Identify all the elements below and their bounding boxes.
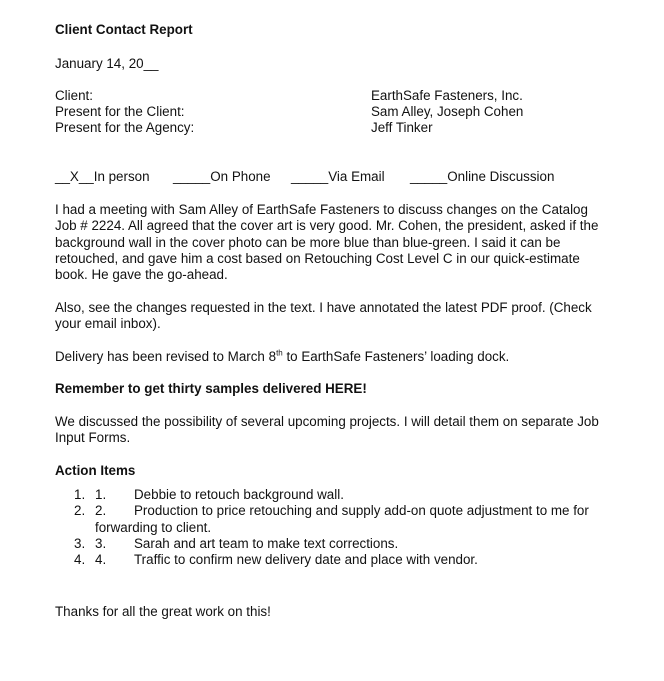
list-item-content: Production to price retouching and supply add-on quote adjustment to me for forwarding to client.	[95, 503, 589, 535]
list-item-subnumber: 1.	[95, 487, 107, 502]
list-item-subnumber: 3.	[95, 535, 107, 551]
list-item-content: Sarah and art team to make text corrections.	[134, 535, 399, 551]
list-item-text	[95, 503, 611, 536]
contact-method-online: _____Online Discussion	[410, 169, 555, 184]
action-items-list	[55, 487, 611, 568]
contact-method-phone: _____On Phone	[173, 169, 271, 184]
list-item-text	[95, 536, 611, 552]
list-item-number: 3.	[74, 535, 86, 551]
present-client-label: Present for the Client:	[55, 104, 185, 119]
present-agency-value: Jeff Tinker	[371, 120, 433, 135]
present-agency-label: Present for the Agency:	[55, 120, 195, 135]
delivery-text-before: Delivery has been revised to March 8	[55, 349, 277, 364]
list-item-subnumber: 2.	[95, 503, 107, 519]
present-client-value: Sam Alley, Joseph Cohen	[371, 104, 524, 119]
report-date: January 14, 20__	[55, 56, 159, 71]
reminder-paragraph: Remember to get thirty samples delivered HERE!	[55, 381, 367, 396]
report-title: Client Contact Report	[55, 22, 193, 37]
contact-method-email: _____Via Email	[291, 169, 385, 184]
list-item-text	[95, 552, 611, 568]
closing-line: Thanks for all the great work on this!	[55, 604, 271, 619]
list-item-content: Debbie to retouch background wall.	[134, 487, 344, 502]
list-item	[55, 487, 611, 503]
changes-paragraph: Also, see the changes requested in the text. I have annotated the latest PDF proof. (Check your email inbox).	[55, 300, 592, 332]
action-items-heading: Action Items	[55, 463, 136, 478]
list-item	[55, 552, 611, 568]
client-label: Client:	[55, 88, 93, 103]
list-item-number: 4.	[74, 552, 86, 568]
client-value: EarthSafe Fasteners, Inc.	[371, 88, 523, 103]
list-item-number: 1.	[74, 487, 86, 502]
meeting-paragraph: I had a meeting with Sam Alley of EarthSafe Fasteners to discuss changes on the Catalog Job # 2224. All agreed that the cover art is very good. Mr. Cohen, the president, asked if the background wall in the cover photo can be more blue than blue-green. I said it can be retouched, and gave him a cost based on Retouching Cost Level C in our quick-estimate book. He gave the go-ahead.	[55, 202, 599, 283]
list-item	[55, 536, 611, 552]
delivery-date-suffix: th	[276, 348, 283, 358]
list-item-text	[95, 487, 611, 503]
list-item-subnumber: 4.	[95, 552, 107, 568]
projects-paragraph: We discussed the possibility of several upcoming projects. I will detail them on separate Job Input Forms.	[55, 414, 599, 446]
delivery-paragraph	[55, 349, 611, 365]
delivery-text-after: to EarthSafe Fasteners’ loading dock.	[282, 349, 510, 364]
contact-method-in-person: __X__In person	[55, 169, 150, 184]
list-item-content: Traffic to confirm new delivery date and place with vendor.	[134, 552, 478, 568]
list-item	[55, 503, 611, 536]
list-item-number: 2.	[74, 503, 86, 519]
